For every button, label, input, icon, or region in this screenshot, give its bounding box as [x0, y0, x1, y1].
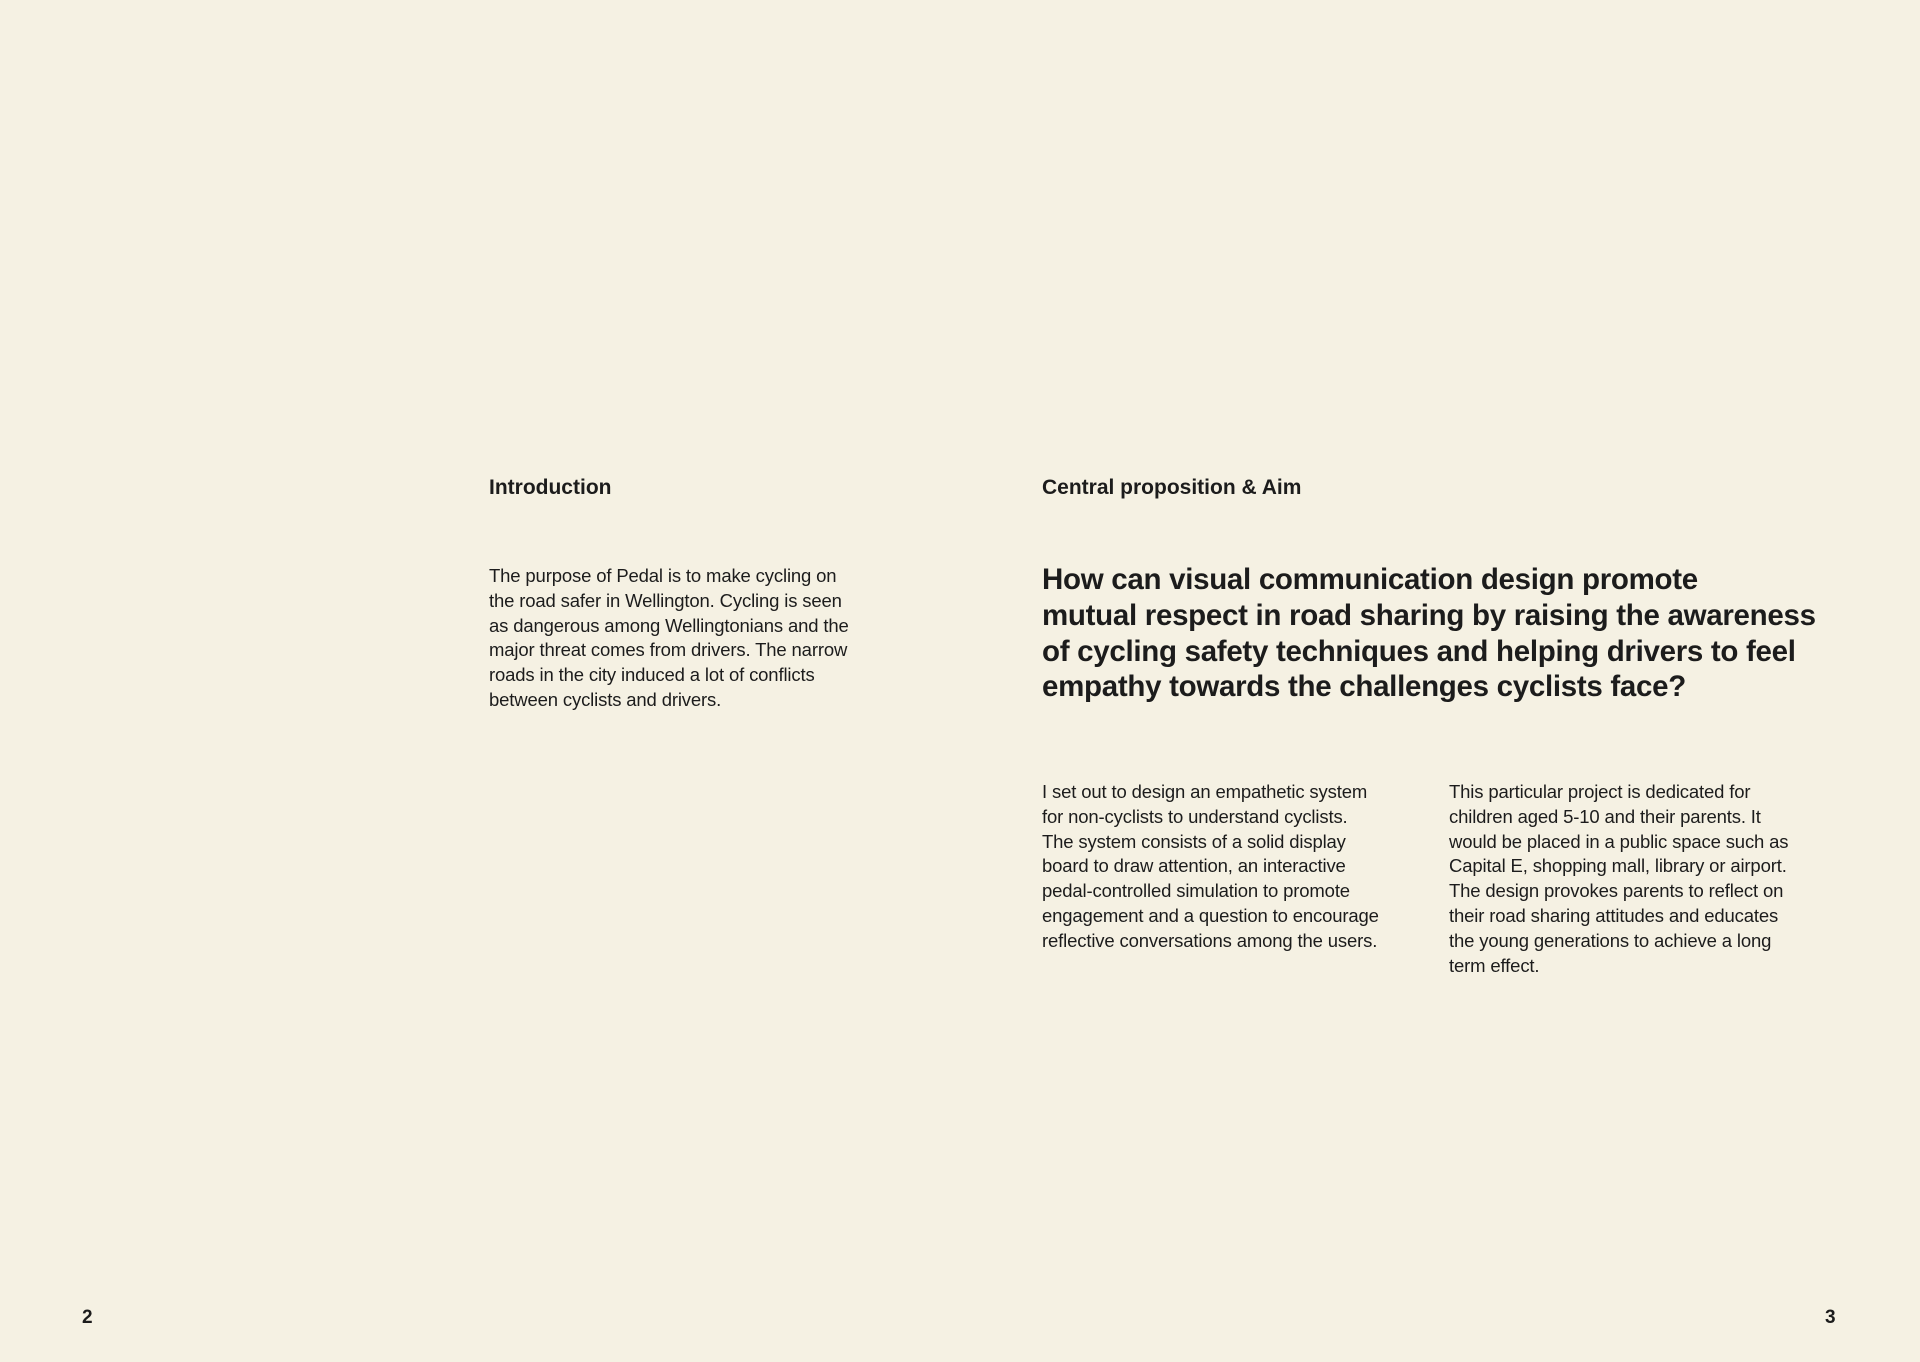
- paragraph-line: roads in the city induced a lot of conflicts: [489, 664, 815, 686]
- paragraph-line: I set out to design an empathetic system: [1042, 781, 1368, 802]
- introduction-heading: Introduction: [489, 476, 612, 499]
- paragraph-line: reflective conversations among the users.: [1042, 929, 1378, 951]
- paragraph-line: term effect.: [1449, 954, 1540, 976]
- introduction-paragraph: [489, 564, 849, 713]
- aim-column-two: [1449, 780, 1788, 978]
- question-line: How can visual communication design promote: [1042, 563, 1698, 596]
- paragraph-line: the young generations to achieve a long: [1449, 929, 1772, 951]
- paragraph-line: major threat comes from drivers. The narrow: [489, 639, 848, 661]
- paragraph-line: children aged 5-10 and their parents. It: [1449, 805, 1761, 827]
- paragraph-line: The system consists of a solid display: [1042, 830, 1346, 852]
- paragraph-line: would be placed in a public space such as: [1449, 830, 1789, 852]
- page-number-left: 2: [82, 1307, 93, 1328]
- question-line: empathy towards the challenges cyclists face?: [1042, 670, 1686, 704]
- paragraph-line: pedal-controlled simulation to promote: [1042, 880, 1350, 902]
- paragraph-line: engagement and a question to encourage: [1042, 904, 1379, 926]
- paragraph-line: The purpose of Pedal is to make cycling on: [489, 565, 837, 586]
- paragraph-line: Capital E, shopping mall, library or airport.: [1449, 855, 1787, 877]
- paragraph-line: between cyclists and drivers.: [489, 688, 722, 710]
- paragraph-line: This particular project is dedicated for: [1449, 781, 1751, 802]
- paragraph-line: their road sharing attitudes and educates: [1449, 904, 1779, 926]
- paragraph-line: for non-cyclists to understand cyclists.: [1042, 805, 1348, 827]
- paragraph-line: as dangerous among Wellingtonians and the: [489, 614, 849, 636]
- central-proposition-heading: Central proposition & Aim: [1042, 476, 1302, 499]
- paragraph-line: board to draw attention, an interactive: [1042, 855, 1346, 877]
- research-question: [1042, 562, 1816, 705]
- paragraph-line: The design provokes parents to reflect on: [1449, 880, 1784, 902]
- question-line: mutual respect in road sharing by raising the awareness: [1042, 598, 1816, 632]
- question-line: of cycling safety techniques and helping drivers to feel: [1042, 634, 1796, 668]
- paragraph-line: the road safer in Wellington. Cycling is seen: [489, 589, 842, 611]
- page-number-right: 3: [1825, 1307, 1836, 1328]
- aim-column-one: [1042, 780, 1379, 954]
